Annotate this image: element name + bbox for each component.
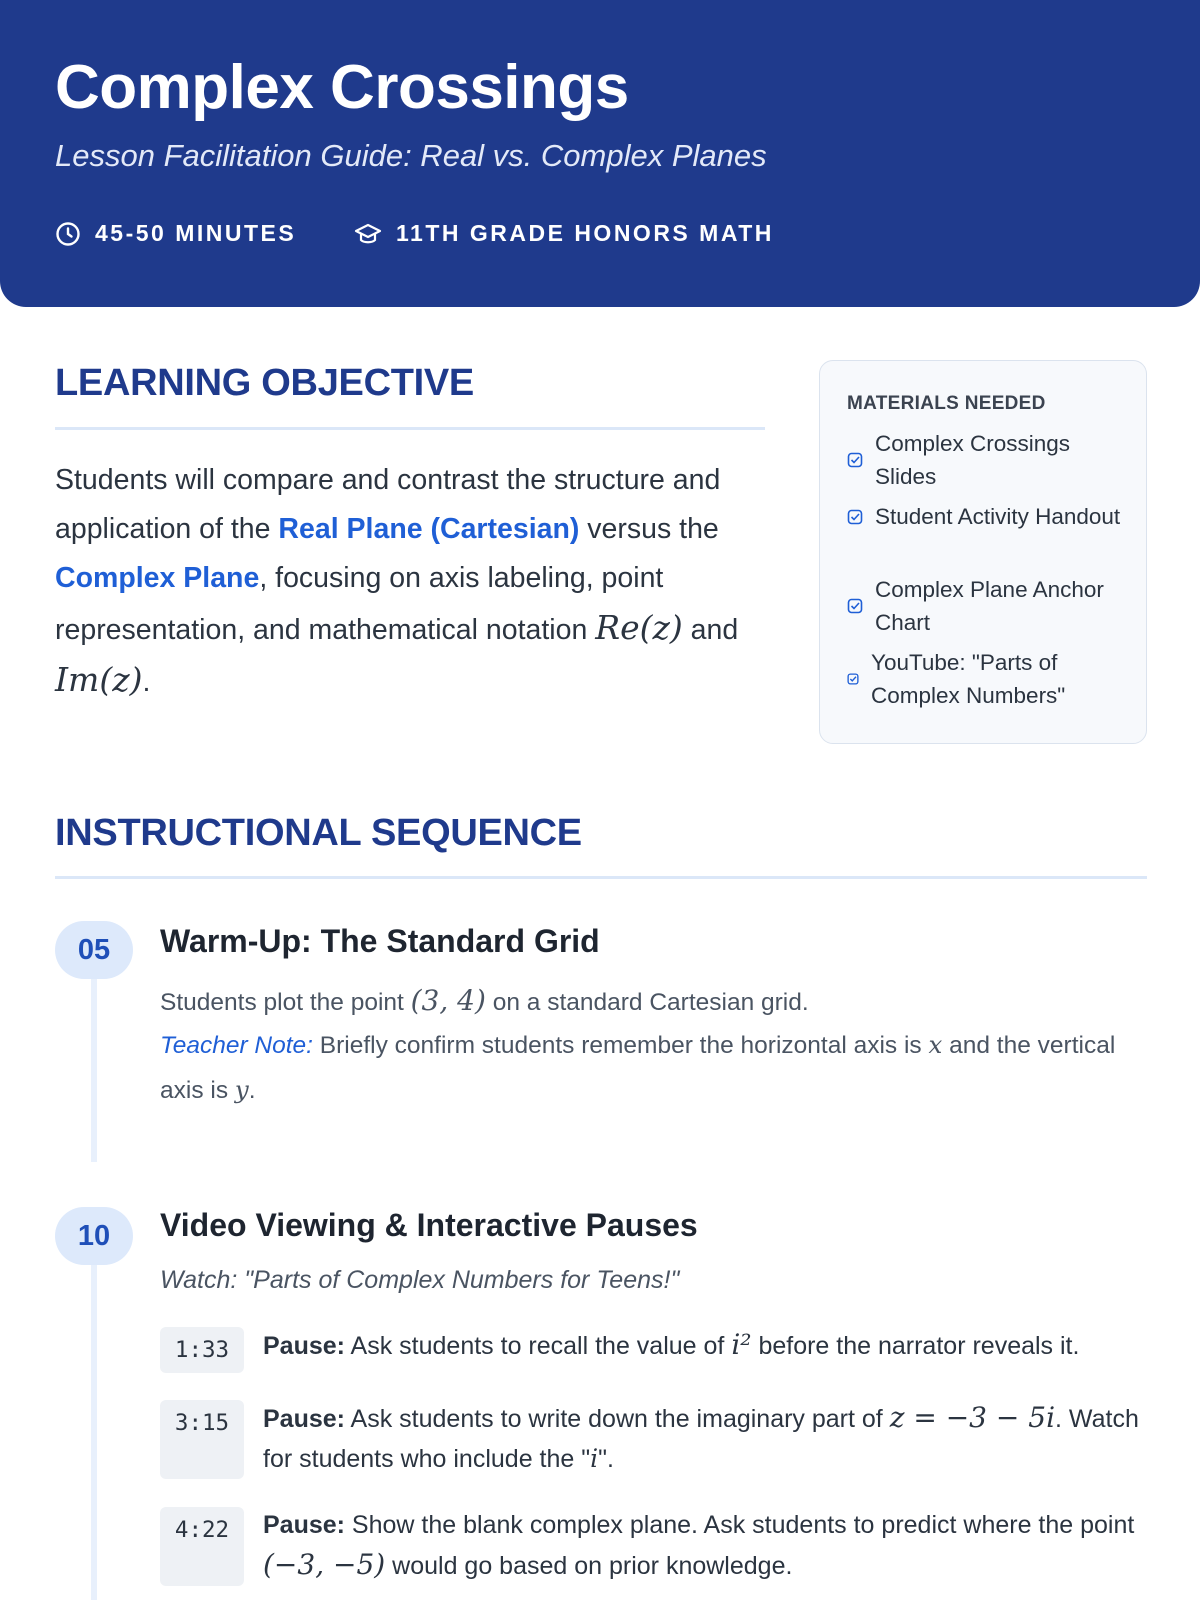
lesson-header: [0, 0, 1200, 307]
objective-text-part: and: [682, 614, 739, 646]
pause-label: Pause:: [263, 1332, 345, 1360]
checkbox-icon: [847, 598, 863, 614]
material-item: [847, 646, 1127, 712]
material-label: Complex Crossings Slides: [875, 431, 1071, 489]
timeline-line: [91, 960, 97, 1162]
pause-instruction: [263, 1398, 1153, 1479]
real-plane-highlight: Real Plane (Cartesian): [278, 513, 580, 545]
pause-text-part: . Watch for students who include the ": [263, 1405, 1139, 1473]
math-point-negative: (−3, −5): [263, 1548, 386, 1581]
math-i-squared: i²: [731, 1328, 752, 1361]
graduation-cap-icon: [354, 221, 382, 247]
objective-text-part: , focusing on axis labeling, point representation, and mathematical notation: [55, 562, 664, 646]
math-point: (3, 4): [410, 984, 486, 1017]
teacher-note-label: Teacher Note:: [160, 1032, 313, 1059]
objective-divider: [55, 427, 765, 430]
note-text-part: Briefly confirm students remember the horizontal axis is: [313, 1032, 929, 1059]
math-y: y: [234, 1075, 249, 1104]
math-i: i: [590, 1444, 599, 1473]
material-item: [847, 500, 1127, 533]
materials-card: [819, 360, 1147, 744]
material-item: [847, 573, 1137, 639]
step-minutes-badge: 05: [55, 921, 133, 979]
materials-title: MATERIALS NEEDED: [847, 393, 1046, 414]
material-label: Complex Plane Anchor Chart: [875, 577, 1104, 635]
video-watch-label: Watch: "Parts of Complex Numbers for Teens!": [160, 1266, 680, 1294]
clock-icon: [55, 221, 81, 247]
video-timestamp[interactable]: 1:33: [160, 1327, 244, 1373]
objective-text: [55, 456, 775, 707]
pause-label: Pause:: [263, 1511, 345, 1539]
pause-text-part: Ask students to write down the imaginary part of: [344, 1405, 890, 1433]
teacher-note: [160, 1023, 1150, 1113]
step-description: [160, 979, 1150, 1025]
math-im-z: Im(z): [55, 660, 143, 699]
checkbox-icon: [847, 509, 863, 525]
lesson-subtitle: Lesson Facilitation Guide: Real vs. Complex Planes: [55, 138, 767, 173]
complex-plane-highlight: Complex Plane: [55, 562, 260, 594]
duration-meta: [55, 220, 296, 247]
pause-instruction: [263, 1505, 1153, 1586]
timeline-line: [91, 1246, 97, 1600]
material-label: Student Activity Handout: [875, 504, 1121, 529]
objective-text-part: Students will compare and contrast the structure and application of the: [55, 464, 721, 545]
pause-text-part: before the narrator reveals it.: [751, 1332, 1080, 1360]
step-minutes-badge: 10: [55, 1207, 133, 1265]
step-title: Warm-Up: The Standard Grid: [160, 923, 600, 959]
step-text-part: on a standard Cartesian grid.: [485, 989, 809, 1016]
video-timestamp[interactable]: 4:22: [160, 1507, 244, 1586]
objective-text-part: versus the: [579, 513, 719, 545]
step-text-part: Students plot the point: [160, 989, 411, 1016]
math-re-z: Re(z): [595, 608, 683, 647]
video-timestamp[interactable]: 3:15: [160, 1400, 244, 1479]
checkbox-icon: [847, 673, 859, 685]
note-text-part: .: [248, 1077, 256, 1104]
material-item: [847, 427, 1127, 493]
grade-label: 11TH GRADE HONORS MATH: [396, 220, 774, 246]
sequence-heading: INSTRUCTIONAL SEQUENCE: [55, 812, 582, 854]
pause-label: Pause:: [263, 1405, 345, 1433]
material-label: YouTube: "Parts of Complex Numbers": [871, 650, 1066, 708]
lesson-title: Complex Crossings: [55, 53, 629, 122]
math-z-expression: z = −3 − 5i: [889, 1401, 1056, 1434]
math-x: x: [928, 1030, 943, 1059]
objective-heading: LEARNING OBJECTIVE: [55, 362, 474, 404]
pause-text-part: Show the blank complex plane. Ask students to predict where the point: [344, 1511, 1135, 1539]
pause-text-part: ".: [598, 1445, 614, 1473]
note-text-part: and the vertical axis is: [160, 1032, 1116, 1104]
pause-instruction: [263, 1325, 1153, 1366]
sequence-divider: [55, 876, 1147, 879]
grade-meta: [354, 220, 774, 247]
pause-text-part: would go based on prior knowledge.: [385, 1552, 793, 1580]
pause-text-part: Ask students to recall the value of: [344, 1332, 732, 1360]
step-title: Video Viewing & Interactive Pauses: [160, 1207, 698, 1243]
duration-label: 45-50 MINUTES: [95, 220, 297, 246]
objective-text-part: .: [142, 666, 151, 698]
checkbox-icon: [847, 452, 863, 468]
